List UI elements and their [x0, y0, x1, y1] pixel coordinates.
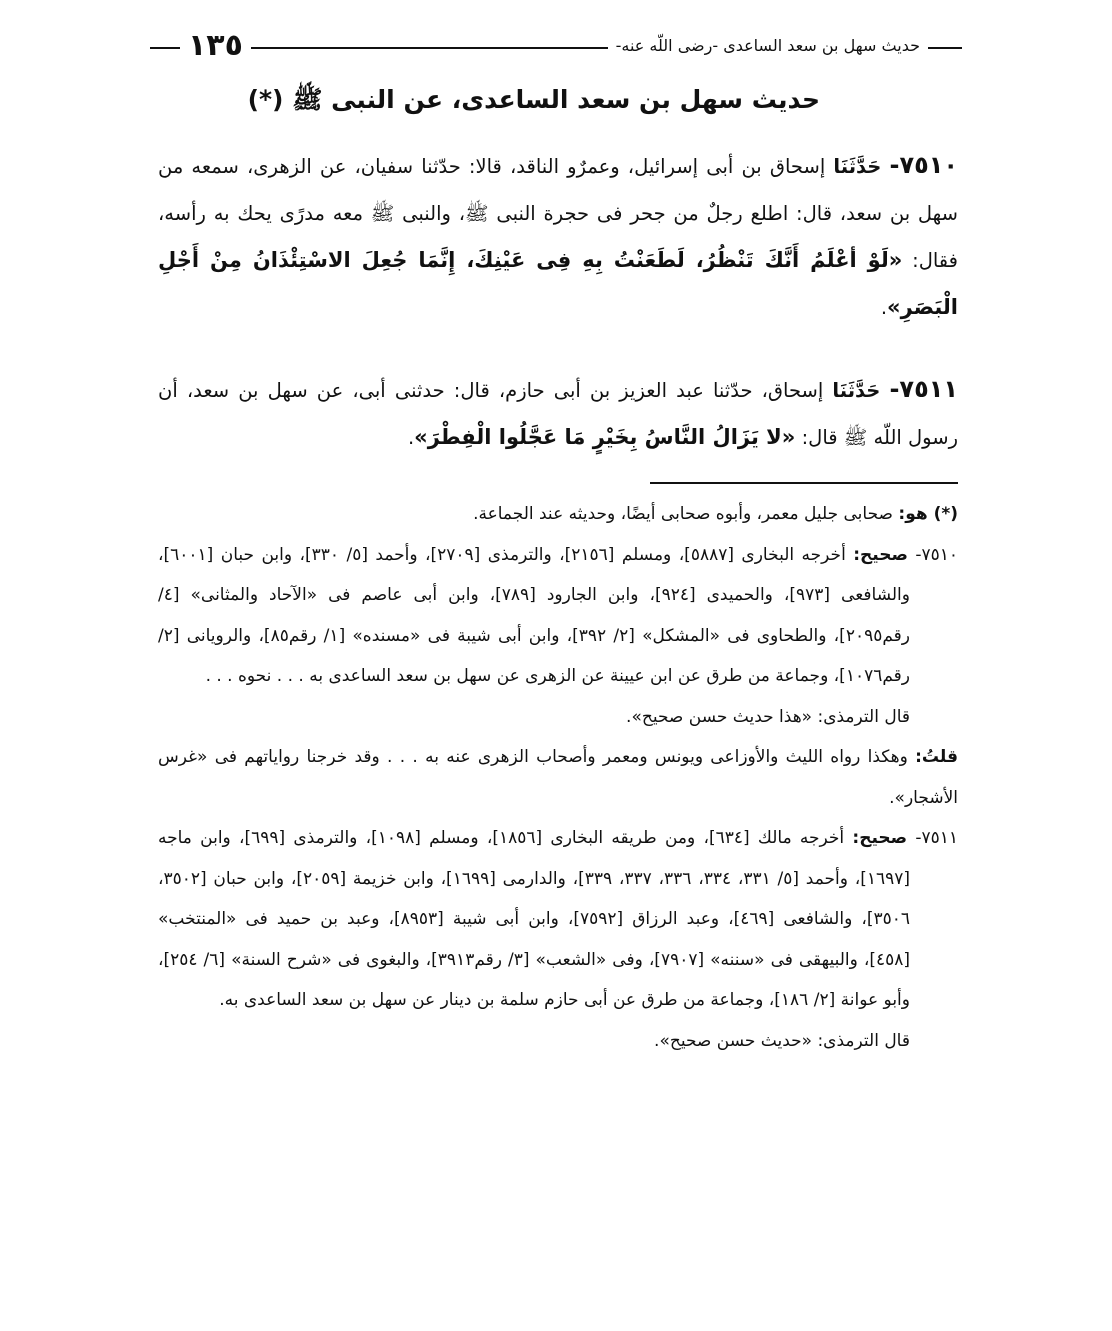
qultu-label: قلتُ: — [915, 747, 958, 767]
footnote-separator — [650, 482, 958, 484]
hadith-number: ٧٥١١- — [889, 375, 959, 403]
prophet-quote: «لا يَزَالُ النَّاسُ بِخَيْرٍ مَا عَجَّلُوا الْفِطْرَ» — [414, 425, 796, 449]
footnote-grade: صحيح: — [852, 828, 908, 848]
hadith-ending: . — [880, 296, 888, 319]
star-footnote — [158, 494, 958, 535]
footnote-number: ٧٥١٠- — [915, 544, 959, 565]
footnote-7510-tirmidhi: قال الترمذى: «هذا حديث حسن صحيح». — [626, 706, 910, 727]
footnote-7511-tirmidhi: قال الترمذى: «حديث حسن صحيح». — [654, 1030, 910, 1051]
hadith-isnad: إسحاق بن أبى إسرائيل، وعمرٌو الناقد، قالا: حدّثنا سفيان، عن الزهرى، سمعه من سهل بن سعد، قال: اطلع رجلٌ من جحر فى حجرة النبى ﷺ، والنبى ﷺ معه مدرًى يحك به رأسه، فقال: — [158, 155, 958, 272]
running-title: حديث سهل بن سعد الساعدى -رضى اللّه عنه- — [608, 32, 928, 60]
hadith-text — [158, 366, 958, 461]
prophet-quote: «لَوْ أعْلَمُ أَنَّكَ تَنْظُرُ، لَطَعَنْتُ بِهِ فِى عَيْنِكَ، إِنَّمَا جُعِلَ الاسْتِئْذَانُ مِنْ أَجْلِ الْبَصَرِ» — [158, 248, 958, 319]
footnote-7510-qultu — [158, 737, 958, 818]
chapter-title: حديث سهل بن سعد الساعدى، عن النبى ﷺ (*) — [247, 85, 820, 114]
footnote-grade: صحيح: — [853, 544, 908, 565]
hadith-7510 — [158, 142, 958, 331]
footnote-text: أخرجه البخارى [٥٨٨٧]، ومسلم [٢١٥٦]، والترمذى [٢٧٠٩]، وأحمد [٥/ ٣٣٠]، وابن حبان [٦٠٠١]، والشافعى [٩٧٣]، والحميدى [٩٢٤]، وابن الجارود [٧٨٩]، وابن أبى عاصم فى «الآحاد والمثانى» [٤/ رقم٢٠٩٥]، والطحاوى فى «المشكل» [٢/ ٣٩٢]، وابن أبى شيبة فى «مسنده» [١/ رقم٨٥]، والرويانى [٢/ رقم١٠٧٦]، وجماعة من طرق عن ابن عيينة عن الزهرى عن سهل بن سعد الساعدى به . . . نحوه . . . — [158, 544, 910, 686]
qultu-text: وهكذا رواه الليث والأوزاعى ويونس ومعمر وأصحاب الزهرى عنه به . . . وقد خرجنا رواياتهم فى «غرس الأشجار». — [158, 747, 958, 808]
footnote-text: أخرجه مالك [٦٣٤]، ومن طريقه البخارى [١٨٥٦]، ومسلم [١٠٩٨]، والترمذى [٦٩٩]، وابن ماجه [١٦٩٧]، وأحمد [٥/ ٣٣١، ٣٣٤، ٣٣٦، ٣٣٧، ٣٣٩]، والدارمى [١٦٩٩]، وابن خزيمة [٢٠٥٩]، وابن حبان [٣٥٠٢، ٣٥٠٦]، والشافعى [٤٦٩]، وعبد الرزاق [٧٥٩٢]، وابن أبى شيبة [٨٩٥٣]، وعبد بن حميد فى «المنتخب» [٤٥٨]، والبيهقى فى «سننه» [٧٩٠٧]، وفى «الشعب» [٣/ رقم٣٩١٣]، والبغوى فى «شرح السنة» [٦/ ٢٥٤]، وأبو عوانة [٢/ ١٨٦]، وجماعة من طرق عن أبى حازم سلمة بن دينار عن سهل بن سعد الساعدى به. — [158, 828, 911, 1010]
hadith-number: ٧٥١٠- — [889, 151, 959, 179]
hadith-text — [158, 142, 958, 331]
running-header — [150, 26, 962, 66]
hadith-7511 — [158, 366, 958, 461]
footnotes — [158, 494, 958, 1061]
hadith-opening: حَدَّثَنَا — [832, 379, 881, 402]
hadith-isnad: إسحاق، حدّثنا عبد العزيز بن أبى حازم، قال: حدثنى أبى، عن سهل بن سعد، أن رسول اللّه ﷺ قال: — [158, 379, 958, 449]
footnote-number: ٧٥١١- — [915, 828, 959, 848]
footnote-7510 — [158, 535, 958, 697]
hadith-opening: حَدَّثَنَا — [833, 155, 882, 178]
footnote-label: (*) هو: — [898, 504, 958, 524]
page-number: ١٣٥ — [180, 26, 251, 66]
hadith-ending: . — [407, 426, 415, 449]
footnote-7511 — [158, 818, 958, 1021]
footnote-text: صحابى جليل معمر، وأبوه صحابى أيضًا، وحديثه عند الجماعة. — [473, 504, 893, 524]
